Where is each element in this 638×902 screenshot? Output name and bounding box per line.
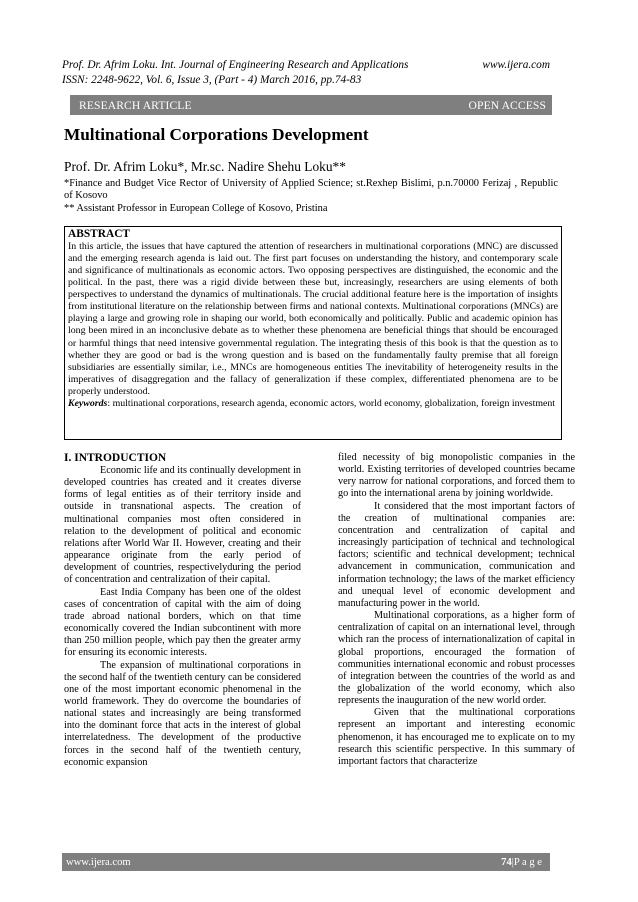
keywords-label: Keywords [68,397,108,409]
page-label: |P a g e [511,856,542,868]
article-type-banner [70,95,552,115]
affiliation-2: ** Assistant Professor in European College of Kosovo, Pristina [64,202,328,214]
journal-issn: ISSN: 2248-9622, Vol. 6, Issue 3, (Part - 4) March 2016, pp.74-83 [62,74,362,86]
affiliation-1: *Finance and Budget Vice Rector of University of Applied Science; st.Rexhep Bislimi, p.n.70000 Ferizaj , Republic of Kosovo [64,178,558,202]
body-paragraph: Multinational corporations, as a higher form of centralization of capital on an international level, through which ran the process of internationalization of capital in global proportions, encouraged the formation of communities international economic and robust processes of integration between the countries of the world as and the globalization of the world economy, which also represents the inauguration of the new world order. [338,610,575,707]
footer-url[interactable]: www.ijera.com [66,856,131,868]
body-column-left [64,452,301,769]
body-paragraph: East India Company has been one of the oldest cases of concentration of capital with the aim of doing trade abroad national borders, which on that time economically covered the Indian subcontinent with more than 250 million people, which pay then the greater army for ensuring its economic interests. [64,586,301,659]
author-affiliations [64,178,558,215]
body-paragraph: Economic life and its continually development in developed countries has created and it creates diverse forms of legal entities as of their territory inside and outside in transnational aspects. The creation of multinational companies most often considered in relation to the development of political and economic relations after World War II. However, creating and their appearance originate from the early period of development of countries, respectivelyduring the period of concentration and centralization of their capital. [64,465,301,586]
abstract-heading: ABSTRACT [68,228,131,240]
journal-url[interactable]: www.ijera.com [482,59,550,71]
page-footer [62,853,550,871]
body-column-right [338,452,575,768]
body-paragraph-continued: filed necessity of big monopolistic companies in the world. Existing territories of developed countries became very narrow for national corporations, and forced them to go into the international arena by joining worldwide. [338,452,575,500]
paper-authors: Prof. Dr. Afrim Loku*, Mr.sc. Nadire Shehu Loku** [64,159,346,174]
journal-header [62,58,550,88]
body-paragraph: It considered that the most important factors of the creation of multinational companies are: concentration and centralization of capital and increasingly participation of technical and technological factors; scientific and technical development; technical advancement in communication, communication and information technology; the laws of the market efficiency and unequal level of economic development and manufacturing power in the world. [338,500,575,609]
keywords-text: : multinational corporations, research agenda, economic actors, world economy, globalization, foreign investment [107,397,556,409]
paper-title: Multinational Corporations Development [64,125,369,144]
open-access-label: OPEN ACCESS [468,98,546,112]
keywords [68,398,558,410]
body-paragraph: The expansion of multinational corporations in the second half of the twentieth century can be considered one of the most important economic phenomenal in the world framework. They do overcome the boundaries of national states and increasingly are being transformed into the dominant force that acts in the interest of global interrelatedness. The development of the productive forces in the second half of the twentieth century, economic expansion [64,659,301,768]
body-paragraph: Given that the multinational corporations represent an important and interesting economic phenomenon, it has encouraged me to explicate on to my research this scientific perspective. In this summary of important factors that characterize [338,707,575,767]
journal-citation: Prof. Dr. Afrim Loku. Int. Journal of Engineering Research and Applications [62,59,409,71]
section-heading-introduction: I. INTRODUCTION [64,452,167,464]
abstract-box [64,226,562,440]
page-number [501,857,542,868]
abstract-text: In this article, the issues that have captured the attention of researchers in multinational corporations (MNC) are discussed and the emerging research agenda is laid out. The first part focuses on understanding the history, and contemporary scale and significance of multinationals as economic actors. Two opposing perspectives are distinguished, the economic and the political. In the past, there was a rigid divide between these but, increasingly, researchers are using elements of both perspectives to understand the dynamics of multinationals. The crucial additional feature here is the importation of insights from institutional literature on the relationship between firms and national contexts. Multinational corporations (MNCs) are playing a large and growing role in shaping our world, both economically and politically. Public and academic opinion has long been mired in an inconclusive debate as to whether these phenomena are beneficial things that should be encouraged or harmful things that need intensive governmental regulation. The integrating thesis of this book is that the question as to whether they are good or bad is the wrong question and is based on the fundamentally faulty premise that all foreign subsidiaries are essentially similar, i.e., MNCs are homogeneous entities The inevitability of heterogeneity results in the imperatives of disaggregation and the fallacy of generalization if these complex, differentiated phenomena are to be properly understood. [68,241,558,397]
research-article-label: RESEARCH ARTICLE [79,98,192,112]
page-number-value: 74 [501,856,512,868]
